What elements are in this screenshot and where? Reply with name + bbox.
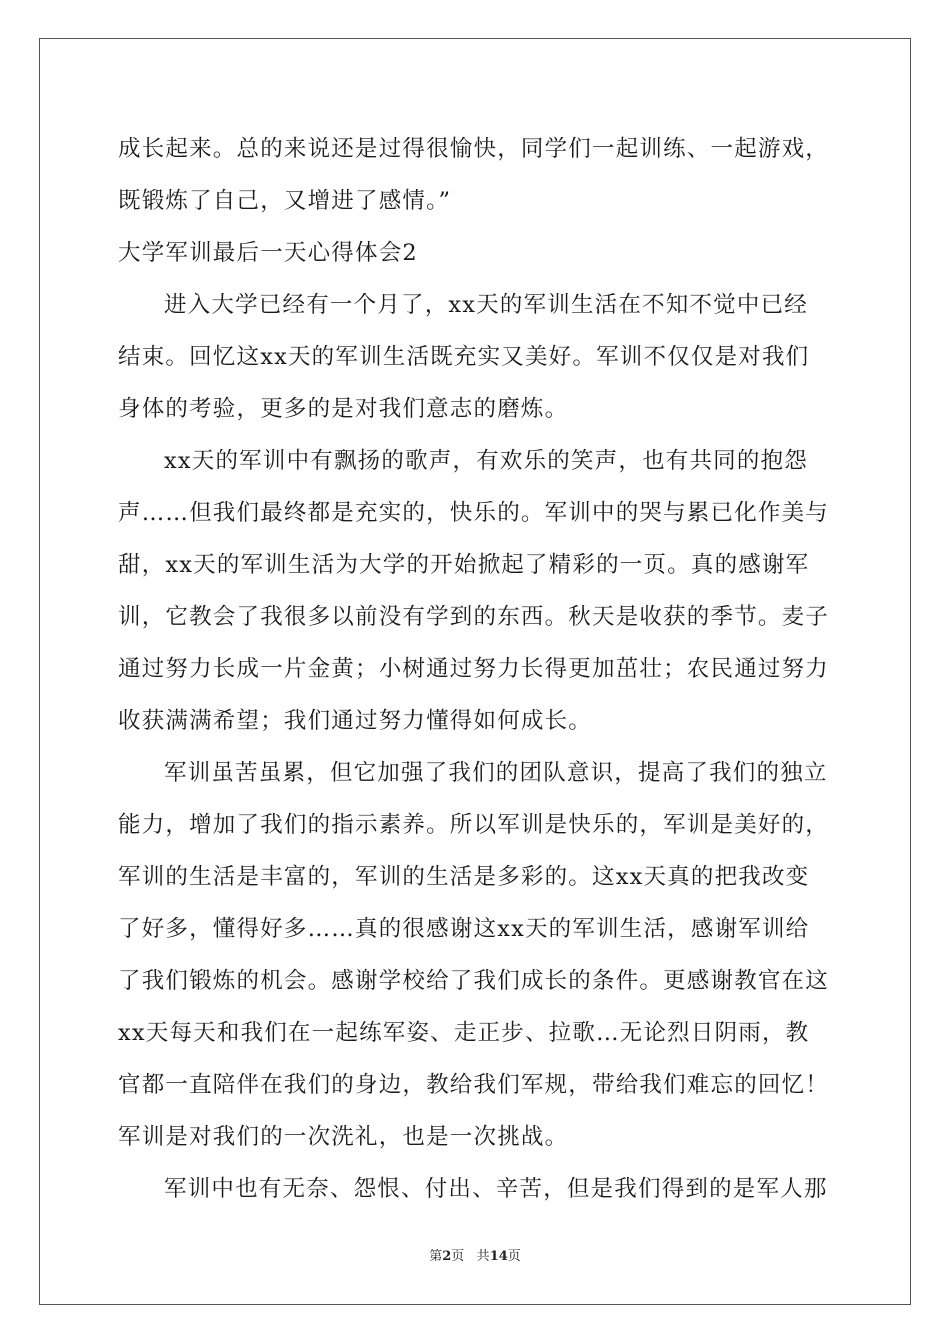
text-line: 成长起来。总的来说还是过得很愉快，同学们一起训练、一起游戏， [118, 136, 830, 162]
total-suffix: 页 [507, 1249, 521, 1264]
text-line: 既锻炼了自己，又增进了感情。” [118, 188, 452, 214]
page-prefix: 第 [429, 1249, 443, 1264]
text-line: 了我们锻炼的机会。感谢学校给了我们成长的条件。更感谢教官在这 [118, 968, 830, 994]
total-prefix: 共 [476, 1249, 490, 1264]
paragraph-first-line: xx天的军训中有飘扬的歌声，有欢乐的笑声，也有共同的抱怨 [164, 448, 808, 474]
page-number: 2 [442, 1249, 452, 1264]
total-pages: 14 [489, 1249, 508, 1264]
paragraph-first-line: 军训中也有无奈、怨恨、付出、辛苦，但是我们得到的是军人那 [164, 1176, 828, 1202]
section-heading: 大学军训最后一天心得体会2 [118, 240, 418, 266]
paragraph-first-line: 进入大学已经有一个月了，xx天的军训生活在不知不觉中已经 [164, 292, 808, 318]
page-footer [0, 1248, 950, 1266]
text-line: 训，它教会了我很多以前没有学到的东西。秋天是收获的季节。麦子 [118, 604, 830, 630]
text-line: xx天每天和我们在一起练军姿、走正步、拉歌…无论烈日阴雨，教 [118, 1020, 810, 1046]
text-line: 声……但我们最终都是充实的，快乐的。军训中的哭与累已化作美与 [118, 500, 830, 526]
text-line: 官都一直陪伴在我们的身边，教给我们军规，带给我们难忘的回忆！ [118, 1072, 830, 1098]
text-line: 军训的生活是丰富的，军训的生活是多彩的。这xx天真的把我改变 [118, 864, 810, 890]
text-line: 军训是对我们的一次洗礼，也是一次挑战。 [118, 1124, 569, 1150]
text-line: 能力，增加了我们的指示素养。所以军训是快乐的，军训是美好的， [118, 812, 830, 838]
text-line: 结束。回忆这xx天的军训生活既充实又美好。军训不仅仅是对我们 [118, 344, 810, 370]
paragraph-first-line: 军训虽苦虽累，但它加强了我们的团队意识，提高了我们的独立 [164, 760, 828, 786]
text-line: 甜，xx天的军训生活为大学的开始掀起了精彩的一页。真的感谢军 [118, 552, 810, 578]
text-line: 了好多，懂得好多……真的很感谢这xx天的军训生活，感谢军训给 [118, 916, 810, 942]
text-line: 通过努力长成一片金黄；小树通过努力长得更加茁壮；农民通过努力 [118, 656, 830, 682]
text-line: 身体的考验，更多的是对我们意志的磨炼。 [118, 396, 569, 422]
page-suffix: 页 [451, 1249, 465, 1264]
text-line: 收获满满希望；我们通过努力懂得如何成长。 [118, 708, 593, 734]
